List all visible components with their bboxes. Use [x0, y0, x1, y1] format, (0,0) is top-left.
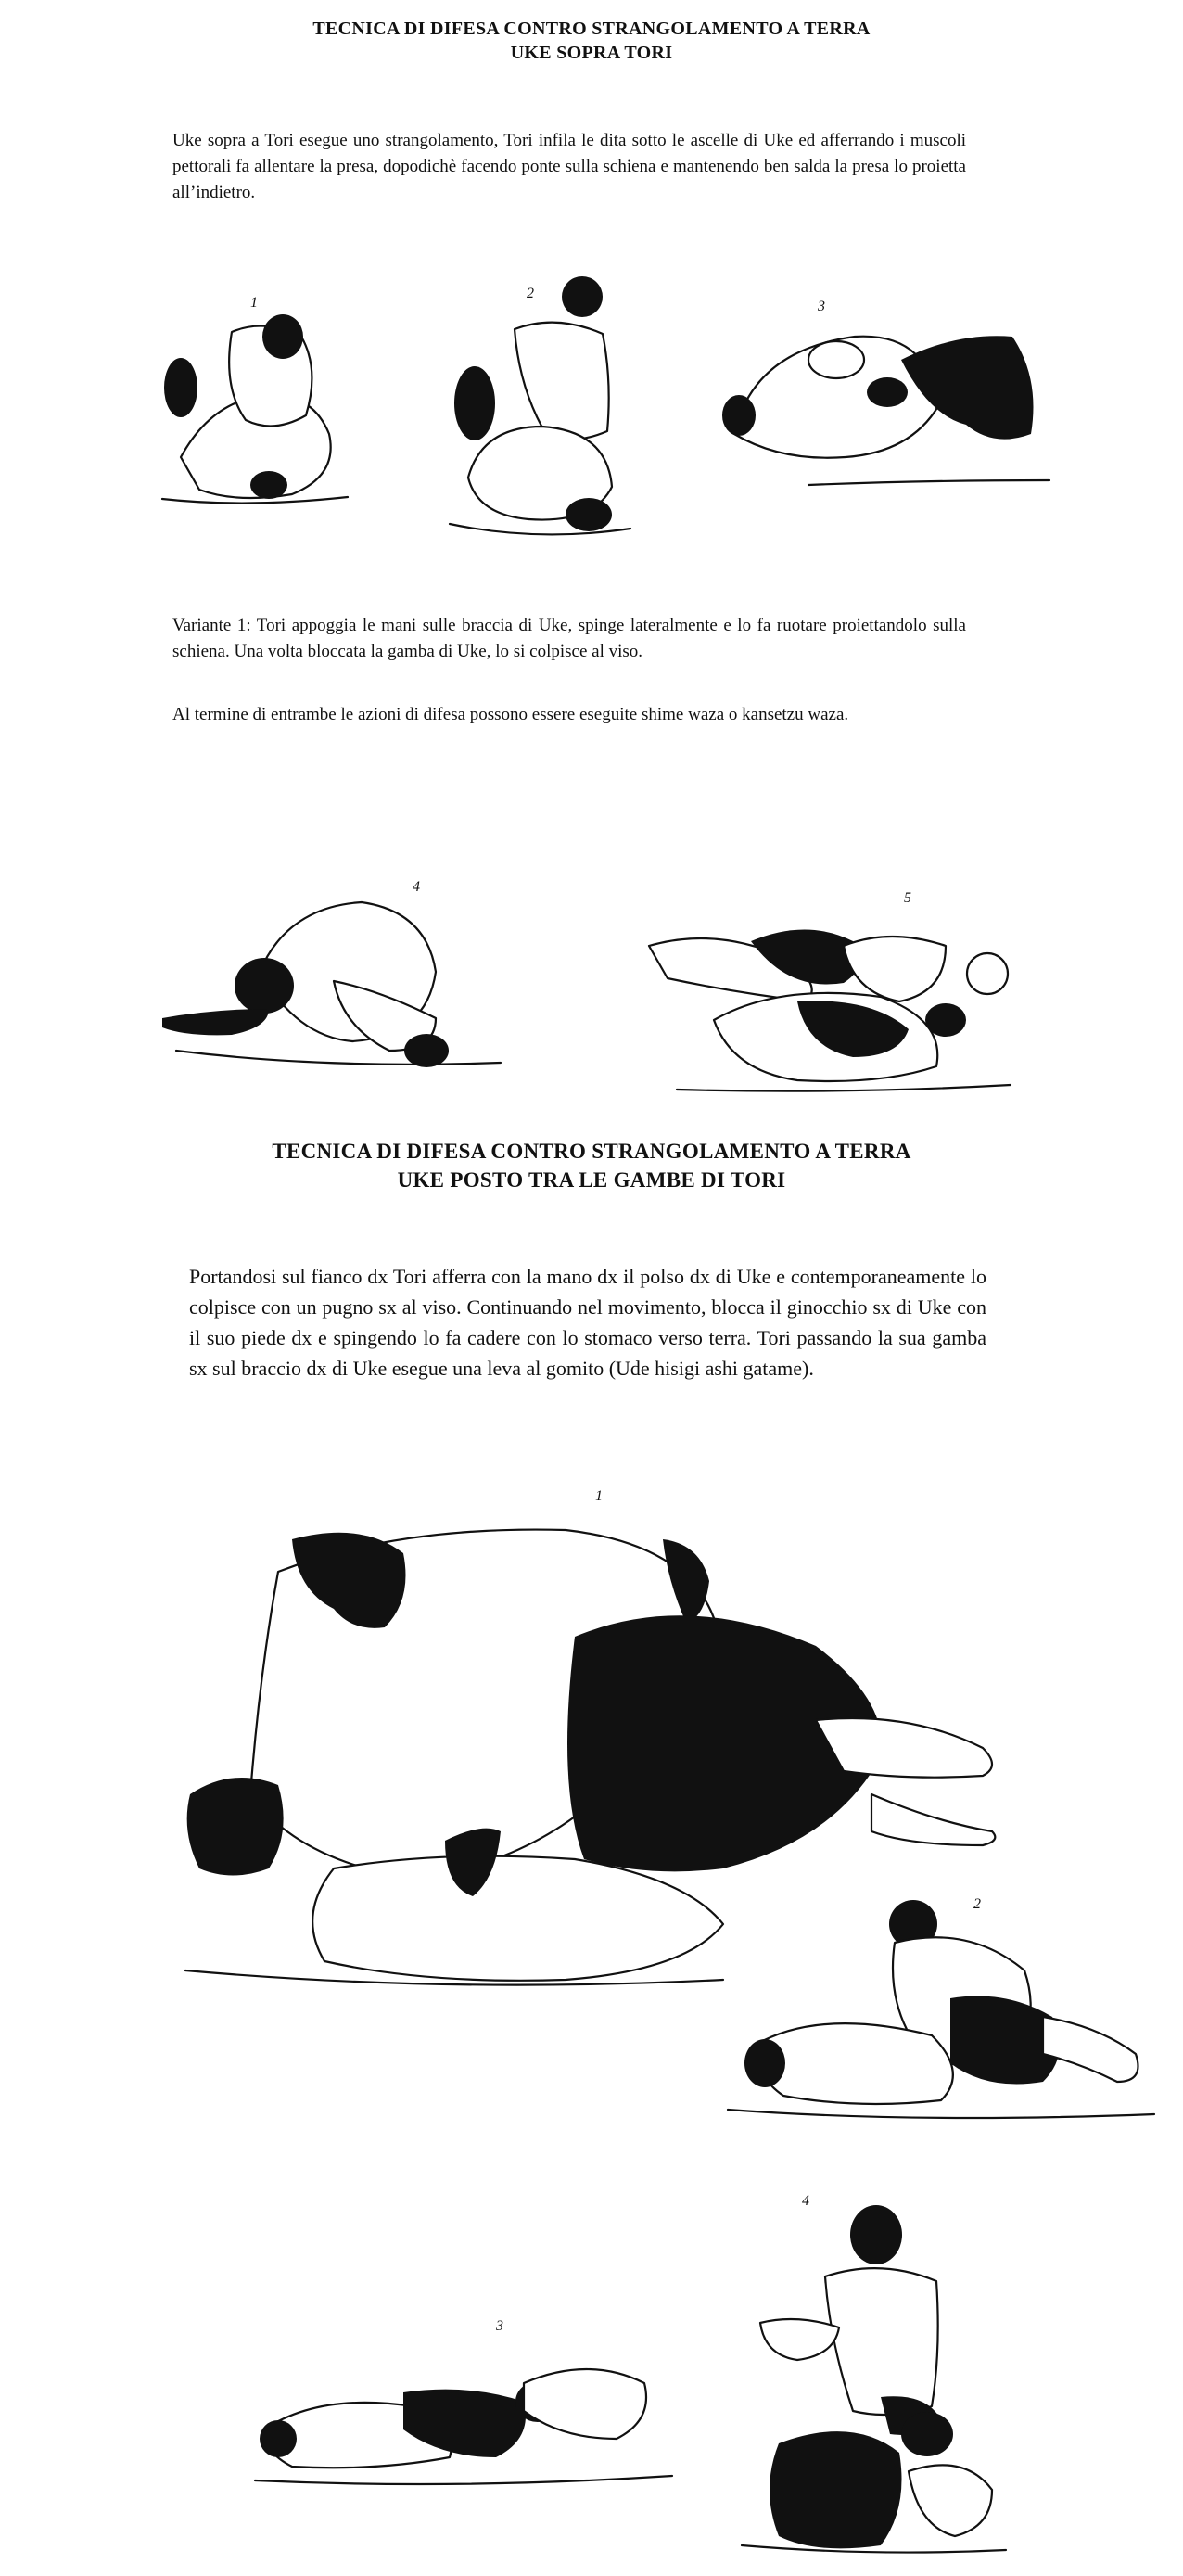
figure-5-label: 5	[904, 890, 911, 906]
section2-title-line1: TECNICA DI DIFESA CONTRO STRANGOLAMENTO A TERRA	[272, 1140, 911, 1163]
figure-5-variant	[640, 890, 1029, 1099]
section2-figure-2	[728, 1896, 1173, 2128]
section2-figure-3	[246, 2318, 681, 2494]
figure-1-uke-on-top	[153, 295, 352, 522]
section2-figure-4	[742, 2193, 1011, 2559]
section2-paragraph: Portandosi sul fianco dx Tori afferra con la mano dx il polso dx di Uke e contemporaneamente lo colpisce con un pugno sx al viso. Continuando nel movimento, blocca il ginocchio sx di Uke con il suo piede dx e spingendo lo fa cadere con lo stomaco verso terra. Tori passando la sua gamba sx sul braccio dx di Uke esegue una leva al gomito (Ude hisigi ashi gatame).	[189, 1265, 986, 1380]
figure-1-label: 1	[250, 295, 258, 311]
section1-closing: Al termine di entrambe le azioni di difesa possono essere eseguite shime waza o kansetzu waza.	[172, 705, 849, 724]
figure-2-label: 2	[527, 286, 534, 301]
section2-figure-4-label: 4	[802, 2193, 809, 2209]
section2-title-line2: UKE POSTO TRA LE GAMBE DI TORI	[397, 1168, 786, 1192]
section2-title	[0, 1137, 1183, 1194]
figure-2-uke-on-top	[445, 278, 630, 547]
figure-3-label: 3	[818, 299, 825, 314]
section1-title	[0, 17, 1183, 65]
section2-figure-1-label: 1	[595, 1488, 603, 1504]
figure-4-label: 4	[413, 879, 420, 895]
section1-title-line2: UKE SOPRA TORI	[510, 43, 673, 63]
section1-variant: Variante 1: Tori appoggia le mani sulle braccia di Uke, spinge lateralmente e lo fa ruotare proiettandolo sulla schiena. Una volta bloccata la gamba di Uke, lo si colpisce al viso.	[172, 616, 966, 661]
section1-title-line1: TECNICA DI DIFESA CONTRO STRANGOLAMENTO A TERRA	[312, 19, 871, 39]
section1-paragraph: Uke sopra a Tori esegue uno strangolamento, Tori infila le dita sotto le ascelle di Uke ed afferrando i muscoli pettorali fa allentare la presa, dopodichè facendo ponte sulla schiena e mantenendo ben salda la presa lo proietta all’indietro.	[172, 131, 966, 202]
figure-3-uke-on-top	[716, 295, 1068, 504]
figure-4-variant	[158, 879, 505, 1083]
section2-figure-2-label: 2	[973, 1896, 981, 1912]
section2-figure-3-label: 3	[496, 2318, 503, 2334]
